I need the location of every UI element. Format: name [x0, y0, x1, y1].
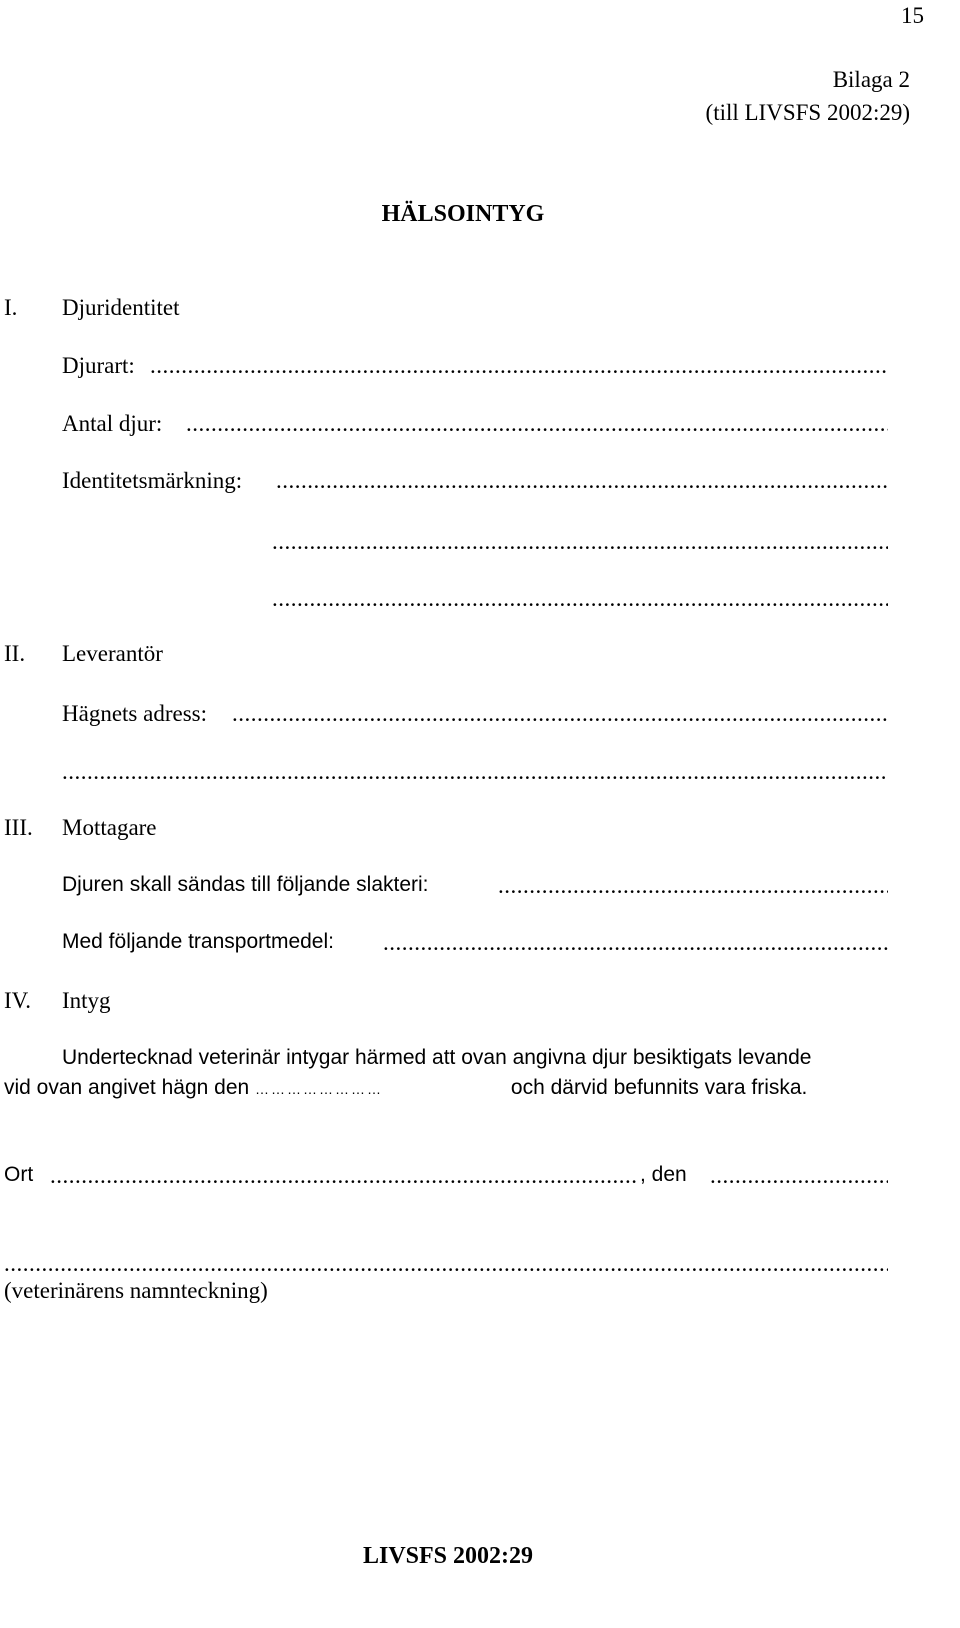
field-label-identitet: Identitetsmärkning:	[62, 468, 243, 493]
certification-text-part-a: vid ovan angivet hägn den	[4, 1076, 250, 1099]
field-hagnets-adress-2[interactable]	[62, 760, 888, 783]
field-djurart[interactable]	[150, 354, 888, 377]
den-label: , den	[640, 1163, 687, 1186]
field-ort[interactable]	[50, 1164, 638, 1187]
section-numeral: I.	[4, 295, 18, 320]
field-label-transport: Med följande transportmedel:	[62, 930, 334, 953]
field-label-adress: Hägnets adress:	[62, 701, 207, 726]
section-heading: Djuridentitet	[62, 295, 180, 320]
appendix-reference: (till LIVSFS 2002:29)	[705, 100, 910, 125]
appendix-label: Bilaga 2	[832, 67, 910, 92]
field-antal-djur[interactable]	[186, 412, 888, 435]
section-heading: Mottagare	[62, 815, 157, 840]
field-hagnets-adress[interactable]	[232, 702, 888, 725]
document-title: HÄLSOINTYG	[381, 201, 545, 227]
field-label-djurart: Djurart:	[62, 353, 135, 378]
signature-caption: (veterinärens namnteckning)	[4, 1278, 268, 1303]
field-identitetsmarkning[interactable]	[276, 469, 888, 492]
certification-text-line-1: Undertecknad veterinär intygar härmed att ovan angivna djur besiktigats levande	[62, 1046, 812, 1069]
field-slakteri[interactable]	[498, 874, 888, 897]
section-heading: Leverantör	[62, 641, 163, 666]
footer-reference: LIVSFS 2002:29	[362, 1543, 534, 1569]
inspection-date-field[interactable]: ……………………	[255, 1081, 384, 1097]
field-datum[interactable]	[710, 1164, 888, 1187]
field-label-antal: Antal djur:	[62, 411, 163, 436]
field-transportmedel[interactable]	[383, 931, 888, 954]
section-numeral: II.	[4, 641, 26, 666]
section-numeral: IV.	[4, 988, 32, 1013]
certification-text-part-b: och därvid befunnits vara friska.	[510, 1076, 808, 1099]
certification-text-line-2	[4, 1077, 807, 1098]
field-label-slakteri: Djuren skall sändas till följande slakteri:	[62, 873, 429, 896]
field-identitetsmarkning-3[interactable]	[272, 587, 888, 610]
field-identitetsmarkning-2[interactable]	[272, 530, 888, 553]
signature-line[interactable]	[4, 1252, 888, 1275]
ort-label: Ort	[4, 1163, 34, 1186]
section-heading: Intyg	[62, 988, 111, 1013]
page-number: 15	[901, 3, 924, 28]
section-numeral: III.	[4, 815, 33, 840]
